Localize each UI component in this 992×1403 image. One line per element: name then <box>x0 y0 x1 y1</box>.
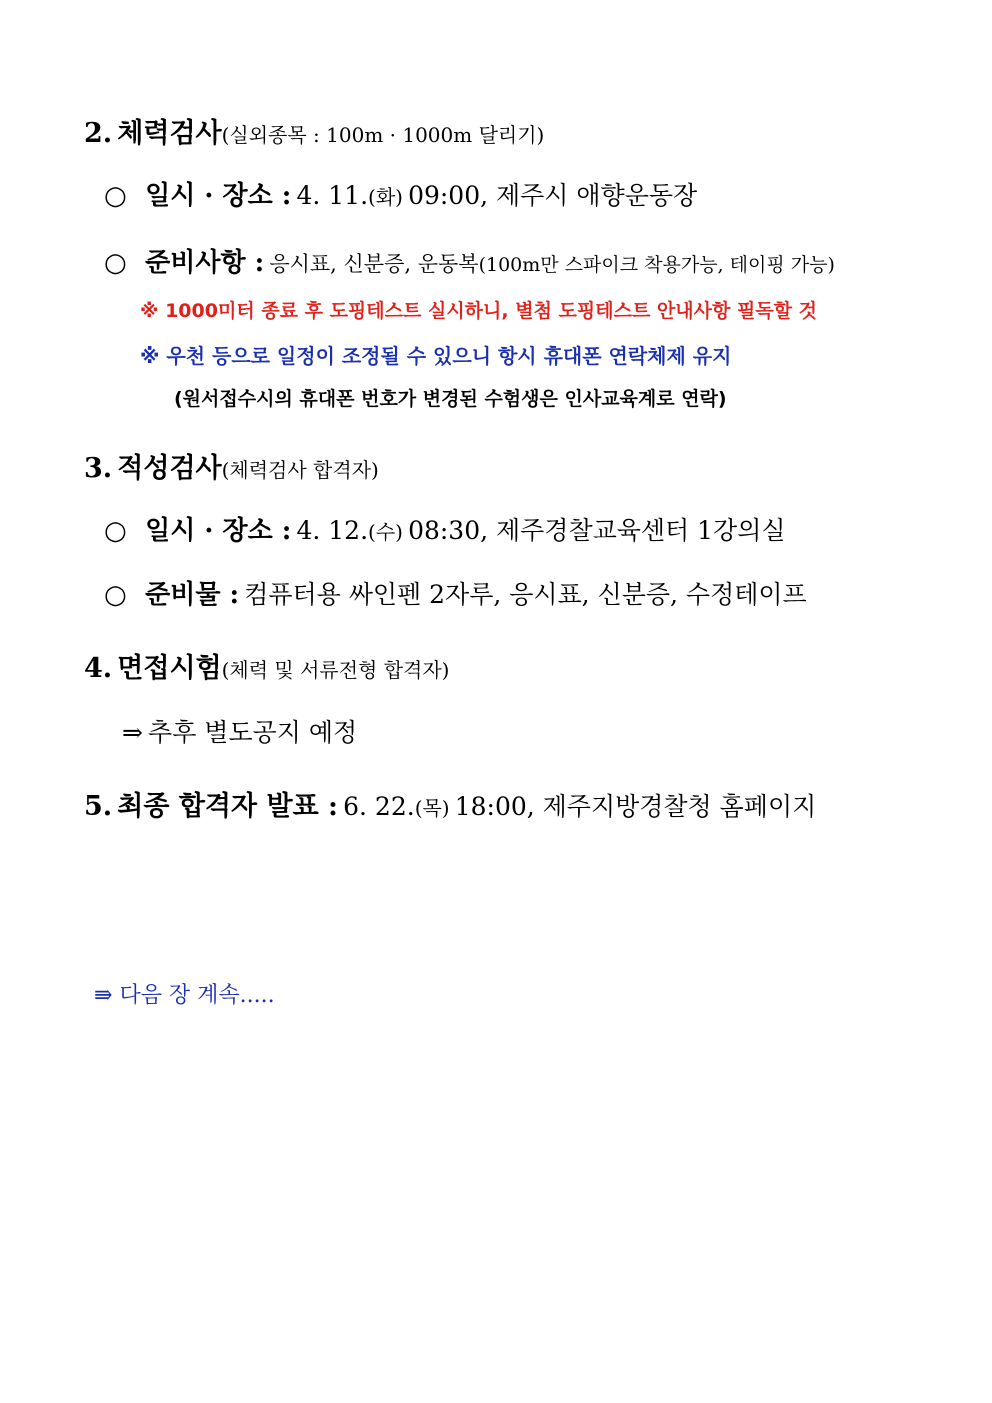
schedule-date: 4. 11. <box>296 181 369 210</box>
preparation-items: 컴퓨터용 싸인펜 2자루, 응시표, 신분증, 수정테이프 <box>244 580 807 609</box>
arrow-right-icon: ⇒ <box>122 718 143 747</box>
preparation-label: 준비사항 : <box>145 248 265 278</box>
section-subtitle: (체력검사 합격자) <box>221 458 379 482</box>
section-3-preparation <box>104 582 807 608</box>
circle-bullet-icon: ○ <box>104 248 127 278</box>
section-number: 4. <box>84 653 113 684</box>
schedule-detail: 09:00, 제주시 애향운동장 <box>408 181 698 210</box>
phone-change-notice: (원서접수시의 휴대폰 번호가 변경된 수험생은 인사교육계로 연락) <box>174 388 727 410</box>
section-title: 면접시험 <box>117 653 222 684</box>
double-arrow-icon: ⇛ <box>94 983 113 1008</box>
interview-notice: 추후 별도공지 예정 <box>148 718 358 747</box>
schedule-detail: 08:30, 제주경찰교육센터 1강의실 <box>408 516 786 545</box>
preparation-items: 응시표, 신분증, 운동복 <box>269 252 479 276</box>
section-3-schedule <box>104 518 786 544</box>
schedule-date: 4. 12. <box>296 516 369 545</box>
schedule-label: 일시 · 장소 : <box>145 516 292 546</box>
section-subtitle: (실외종목 : 100m · 1000m 달리기) <box>221 123 545 147</box>
schedule-day: (화) <box>368 185 403 209</box>
weather-notice: ※ 우천 등으로 일정이 조정될 수 있으니 항시 휴대폰 연락체제 유지 <box>140 344 732 368</box>
preparation-label: 준비물 : <box>145 580 240 610</box>
section-subtitle: (체력 및 서류전형 합격자) <box>221 658 450 682</box>
continue-next-page <box>94 985 275 1007</box>
preparation-note: (100m만 스파이크 착용가능, 테이핑 가능) <box>478 254 835 276</box>
circle-bullet-icon: ○ <box>104 181 127 211</box>
section-5-heading <box>84 793 816 820</box>
announcement-day: (목) <box>414 796 450 820</box>
section-4-body <box>122 720 357 745</box>
section-2-heading <box>84 120 544 147</box>
section-title: 적성검사 <box>117 453 222 484</box>
section-2-preparation <box>104 250 835 276</box>
continue-text: 다음 장 계속..... <box>119 983 275 1008</box>
section-number: 5. <box>84 791 113 822</box>
section-title: 체력검사 <box>117 118 222 149</box>
section-title: 최종 합격자 발표 : <box>117 791 339 822</box>
section-number: 2. <box>84 118 113 149</box>
schedule-day: (수) <box>368 520 403 544</box>
schedule-label: 일시 · 장소 : <box>145 181 292 211</box>
circle-bullet-icon: ○ <box>104 516 127 546</box>
section-3-heading <box>84 455 379 482</box>
section-4-heading <box>84 655 450 682</box>
doping-test-notice: ※ 1000미터 종료 후 도핑테스트 실시하니, 별첨 도핑테스트 안내사항 필독할 것 <box>140 300 817 322</box>
section-2-schedule <box>104 183 697 209</box>
announcement-detail: 18:00, 제주지방경찰청 홈페이지 <box>454 792 817 821</box>
circle-bullet-icon: ○ <box>104 580 127 610</box>
announcement-date: 6. 22. <box>343 792 415 821</box>
section-number: 3. <box>84 453 113 484</box>
